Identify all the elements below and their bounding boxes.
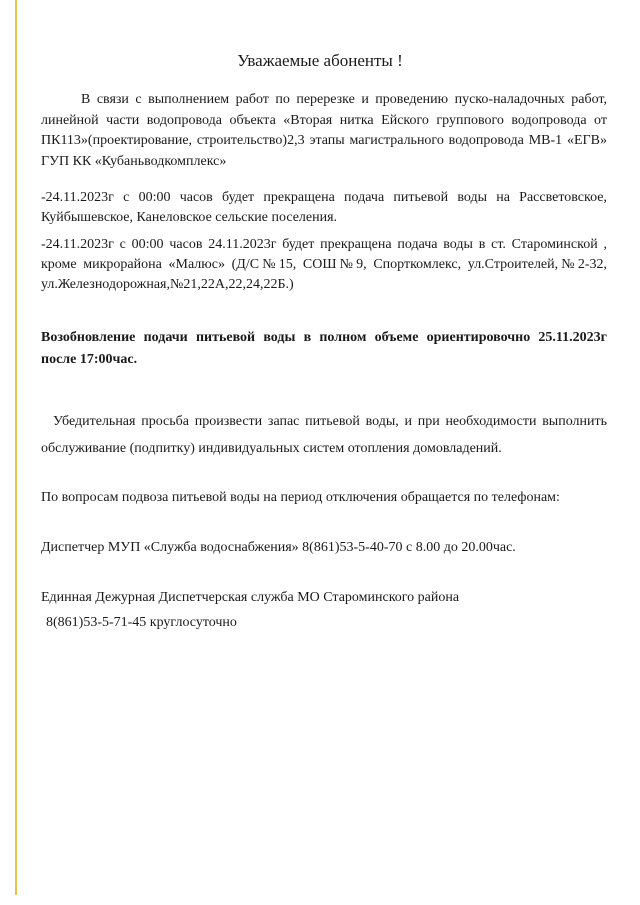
duty-service-name: Единная Дежурная Диспетчерская служба МО Староминского района [41, 590, 460, 605]
notice-title: Уважаемые абоненты ! [237, 51, 403, 70]
questions-paragraph: По вопросам подвоза питьевой воды на период отключения обращается по телефонам: [41, 490, 560, 505]
resumption-notice: Возобновление подачи питьевой воды в полном объеме ориентировочно 25.11.2023г после 17:00час. [41, 330, 607, 367]
intro-paragraph: В связи с выполнением работ по перерезке и проведению пуско-наладочных работ, линейной части водопровода объекта «Вторая нитка Ейского группового водопровода от ПК113»(проектирование, строительство)2,3 этапы магистрального водопровода МВ-1 «ЕГВ» ГУП КК «Кубаньводкомплекс» [41, 92, 607, 169]
duty-service-phone: 8(861)53-5-71-45 круглосуточно [46, 615, 237, 630]
dispatcher-contact: Диспетчер МУП «Служба водоснабжения» 8(861)53-5-40-70 с 8.00 до 20.00час. [41, 540, 516, 555]
outage-item-1: -24.11.2023г с 00:00 часов будет прекращена подача питьевой воды на Рассветовское, Куйбышевское, Канеловское сельские поселения. [41, 190, 607, 225]
outage-item-2: -24.11.2023г с 00:00 часов 24.11.2023г будет прекращена подача воды в ст. Староминской , кроме микрорайона «Малюс» (Д/С№15, СОШ№9, Спорткомлекс, ул.Строителей,№2-32, ул.Железнодорожная,№21,22А,22,24,22Б.) [41, 237, 607, 292]
water-supply-request: Убедительная просьба произвести запас питьевой воды, и при необходимости выполнить обслуживание (подпитку) индивидуальных систем отопления домовладений. [41, 414, 607, 456]
